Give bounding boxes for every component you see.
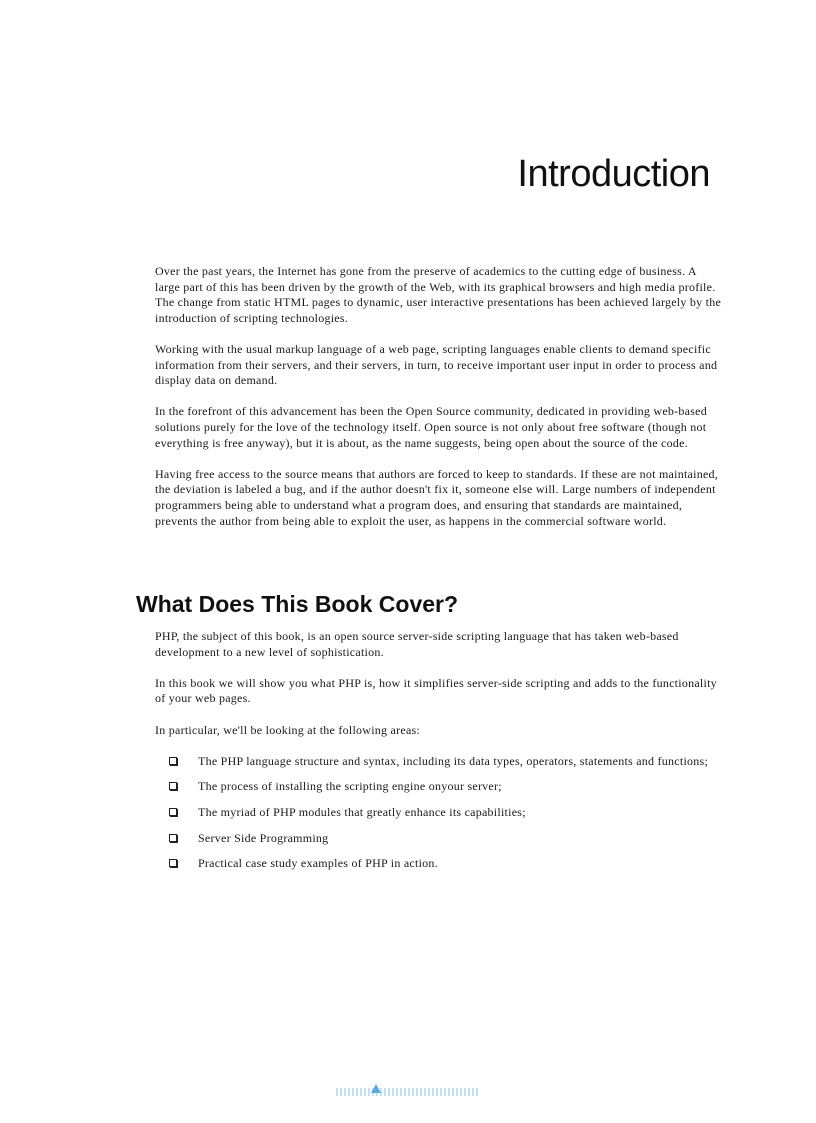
section-paragraph: In particular, we'll be looking at the following areas: [155,722,421,737]
topics-list [155,754,723,872]
list-item-text: Server Side Programming [198,830,329,845]
list-item [155,856,723,872]
intro-paragraph: In the forefront of this advancement has been the Open Source community, dedicated in providing web-based solutions purely for the love of the technology itself. Open source is not only about free software (though not everything is free anyway), but it is about, as the name suggests, being open about the source of the code. [155,404,707,450]
section-heading: What Does This Book Cover? [136,591,459,617]
footer-watermark-icon [336,1088,480,1096]
list-item [155,754,723,770]
list-item-text: Practical case study examples of PHP in action. [198,856,438,871]
chapter-title: Introduction [517,153,710,195]
checkbox-bullet-icon [169,757,177,765]
list-item-text: The PHP language structure and syntax, including its data types, operators, statements and functions; [198,753,709,768]
intro-text [155,264,723,545]
intro-paragraph: Over the past years, the Internet has gone from the preserve of academics to the cutting edge of business. A large part of this has been driven by the growth of the Web, with its graphical browsers and high media profile. The change from static HTML pages to dynamic, user interactive presentations has been achieved largely by the introduction of scripting technologies. [155,264,722,325]
list-item-text: The process of installing the scripting engine onyour server; [198,779,502,794]
checkbox-bullet-icon [169,834,177,842]
list-item [155,779,723,795]
section-paragraph: In this book we will show you what PHP is, how it simplifies server-side scripting and adds to the functionality of your web pages. [155,675,717,706]
checkbox-bullet-icon [169,782,177,790]
section-paragraph: PHP, the subject of this book, is an open source server-side scripting language that has taken web-based development to a new level of sophistication. [155,629,679,659]
list-item [155,831,723,847]
list-item [155,805,723,821]
checkbox-bullet-icon [169,808,177,816]
section-body [155,629,723,882]
footer-arrow-icon [371,1084,381,1093]
intro-paragraph: Having free access to the source means that authors are forced to keep to standards. If these are not maintained, the deviation is labeled a bug, and if the author doesn't fix it, someone else will. Large numbers of independent programmers being able to understand what a program does, and ensuring that standards are maintained, prevents the author from being able to exploit the user, as happens in the commercial software world. [155,466,719,528]
list-item-text: The myriad of PHP modules that greatly enhance its capabilities; [198,804,526,819]
checkbox-bullet-icon [169,859,177,867]
intro-paragraph: Working with the usual markup language of a web page, scripting languages enable clients to demand specific information from their servers, and their servers, in turn, to receive important user input in order to process and display data on demand. [155,341,718,388]
